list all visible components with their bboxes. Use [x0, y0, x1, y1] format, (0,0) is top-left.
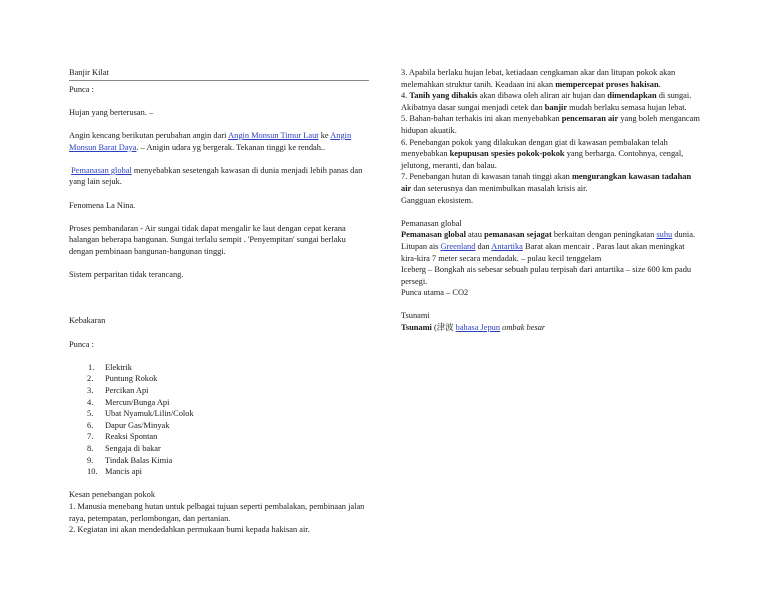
- kesan-paragraph-3: [401, 67, 701, 90]
- p3-bold: mempercepat proses hakisan: [555, 79, 659, 89]
- list-item: [69, 373, 369, 385]
- section-title-pemanasan-global: Pemanasan global: [401, 218, 462, 228]
- angin-paragraph: [69, 130, 369, 153]
- proses-paragraph: Proses pembandaran - Air sungai tidak dapat mengalir ke laut dengan cepat kerana halangan beberapa bangunan. Sungai terlalu sempit . 'Penyempitan' sungai berlaku dengan pembinaan bangunan-bangunan tinggi.: [69, 223, 346, 256]
- pg-text-2: berkaitan dengan peningkatan: [551, 230, 657, 240]
- link-bahasa-jepun[interactable]: bahasa Jepun: [455, 323, 501, 333]
- iceberg-paragraph: Iceberg – Bongkah ais sebesar sebuah pulau terpisah dari antartika – size 600 km padu persegi.: [401, 265, 692, 286]
- list-item-number: 3.: [87, 386, 94, 396]
- list-item-number: 8.: [87, 444, 94, 453]
- list-item-label: Percikan Api: [105, 386, 149, 396]
- list-item-number: 10.: [87, 467, 98, 477]
- tsunami-kanji: (津波: [431, 323, 456, 333]
- perparitan-paragraph: Sistem perparitan tidak terancang.: [69, 270, 184, 280]
- kesan-paragraph-4: [401, 90, 701, 113]
- kebakaran-causes-list: [69, 362, 369, 478]
- litupan-text-2: dan: [475, 241, 492, 251]
- list-item-number: 7.: [87, 432, 94, 442]
- angin-text-mid: ke: [318, 130, 331, 140]
- p4-text-2: di sungai. Akibatnya dasar sungai menjadi cetek dan: [401, 91, 692, 112]
- p6-text: 6. Penebangan pokok yang dilakukan dengan giat di kawasan pembalakan telah menyebabkan: [401, 137, 668, 159]
- kesan-paragraph-1: 1. Manusia menebang hutan untuk pelbagai tujuan seperti pembalakan, pembinaan jalan raya, petempatan, perlombongan, dan pertanian.: [69, 501, 365, 523]
- list-item-label: Elektrik: [105, 362, 132, 372]
- list-item: [69, 408, 369, 420]
- link-antartika[interactable]: Antartika: [491, 241, 523, 251]
- list-item-number: 6.: [87, 420, 94, 430]
- angin-text: Angin kencang berikutan perubahan angin dari: [69, 130, 229, 140]
- link-greenland[interactable]: Greenland: [440, 241, 476, 251]
- p5-text: 5. Bahan-bahan terhakis ini akan menyebabkan: [401, 114, 562, 124]
- list-item: [69, 455, 369, 467]
- p4-bold-3: banjir: [544, 102, 568, 112]
- list-item: [69, 466, 369, 478]
- kesan-paragraph-7: [401, 171, 701, 194]
- pg-bold-2: pemanasan sejagat: [484, 230, 552, 240]
- p4-bold-2: dimendapkan: [607, 91, 657, 101]
- list-item-label: Dapur Gas/Minyak: [105, 420, 170, 430]
- list-item-number: 5.: [87, 409, 94, 419]
- p4-bold-1: Tanih yang dihakis: [409, 91, 478, 101]
- p5-end: yang boleh mengancam hidupan akuatik.: [401, 114, 700, 135]
- litupan-text-3: Barat akan mencair . Paras laut akan meningkat kira-kira 7 meter secara mendadak. – pulau kecil tenggelam: [401, 241, 685, 263]
- p7-end: dan seterusnya dan menimbulkan masalah krisis air.: [411, 183, 588, 193]
- p6-end: yang berharga. Contohnya, cengal, jelutong, meranti, dan balau.: [401, 149, 684, 170]
- kesan-paragraph-2: 2. Kegiatan ini akan mendedahkan permukaan bumi kepada hakisan air.: [69, 525, 310, 535]
- list-item-label: Mancis api: [105, 467, 142, 477]
- section-title-tsunami: Tsunami: [401, 311, 430, 321]
- kesan-paragraph-5: [401, 113, 701, 136]
- link-pemanasan-global[interactable]: Pemanasan global: [71, 165, 132, 175]
- p5-bold: pencemaran air: [561, 114, 619, 124]
- section-title-kesan-penebangan: Kesan penebangan pokok: [69, 490, 156, 500]
- list-item-label: Mercun/Bunga Api: [105, 397, 170, 407]
- kesan-paragraph-6: [401, 137, 701, 172]
- p6-bold: kepupusan spesies pokok-pokok: [449, 149, 565, 159]
- punca-utama-paragraph: Punca utama – CO2: [401, 288, 469, 298]
- list-item-number: 4.: [87, 397, 94, 407]
- p4-num: 4.: [401, 91, 410, 101]
- lanina-paragraph: Fenomena La Nina.: [69, 200, 136, 210]
- tsunami-bold: Tsunami: [401, 323, 432, 333]
- list-item: [69, 431, 369, 443]
- pg-bold-1: Pemanasan global: [401, 230, 466, 240]
- p3-text: 3. Apabila berlaku hujan lebat, ketiadaan cengkaman akar dan litupan pokok akan melemahkan struktur tanih. Keadaan ini akan: [401, 68, 676, 89]
- tsunami-definition: [401, 322, 701, 334]
- section-title-banjir-kilat: Banjir Kilat: [69, 67, 369, 81]
- p4-text-1: akan dibawa oleh aliran air hujan dan: [477, 91, 608, 101]
- right-column: [401, 67, 701, 334]
- link-angin-monsun-timur-laut[interactable]: Angin Monsun Timur Laut: [228, 130, 319, 140]
- litupan-text-1: Litupan ais: [401, 241, 441, 251]
- p4-text-3: mudah berlaku semasa hujan lebat.: [567, 102, 687, 112]
- list-item-number: 1.: [88, 362, 95, 372]
- p7-text: 7. Penebangan hutan di kawasan tanah tinggi akan: [401, 172, 572, 182]
- link-angin-monsun-barat-daya[interactable]: Angin Monsun Barat Daya: [69, 130, 352, 152]
- pg-text-3: dunia.: [672, 230, 696, 240]
- section-title-kebakaran: Kebakaran: [69, 316, 106, 326]
- pemanasan-definition: [401, 229, 701, 241]
- left-column: [69, 67, 369, 536]
- list-item: [69, 420, 369, 432]
- pemanasan-paragraph: [69, 165, 369, 188]
- pg-text-1: atau: [465, 230, 485, 240]
- list-item: [69, 362, 369, 374]
- tsunami-italic: ombak besar: [500, 323, 546, 333]
- punca-label: Punca :: [69, 84, 94, 94]
- punca-label-2: Punca :: [69, 339, 94, 349]
- litupan-paragraph: [401, 241, 701, 264]
- p7-bold: mengurangkan kawasan tadahan air: [401, 172, 692, 193]
- list-item-label: Sengaja di bakar: [105, 444, 161, 453]
- list-item-number: 9.: [87, 455, 94, 465]
- list-item: [69, 385, 369, 397]
- list-item: [69, 443, 369, 455]
- p3-end: .: [658, 79, 661, 89]
- list-item: [69, 397, 369, 409]
- gangguan-paragraph: Gangguan ekosistem.: [401, 195, 474, 205]
- pemanasan-text: menyebabkan sesetengah kawasan di dunia menjadi lebih panas dan yang lain sejuk.: [69, 165, 363, 187]
- hujan-paragraph: Hujan yang berterusan. –: [69, 107, 154, 117]
- list-item-number: 2.: [87, 374, 94, 384]
- link-suhu[interactable]: suhu: [656, 230, 673, 240]
- angin-text-post: . – Anigin udara yg bergerak. Tekanan tinggi ke rendah..: [136, 142, 326, 152]
- list-item-label: Tindak Balas Kimia: [105, 455, 173, 465]
- list-item-label: Reaksi Spontan: [105, 432, 158, 442]
- list-item-label: Ubat Nyamuk/Lilin/Colok: [105, 409, 194, 419]
- list-item-label: Puntung Rokok: [105, 374, 158, 384]
